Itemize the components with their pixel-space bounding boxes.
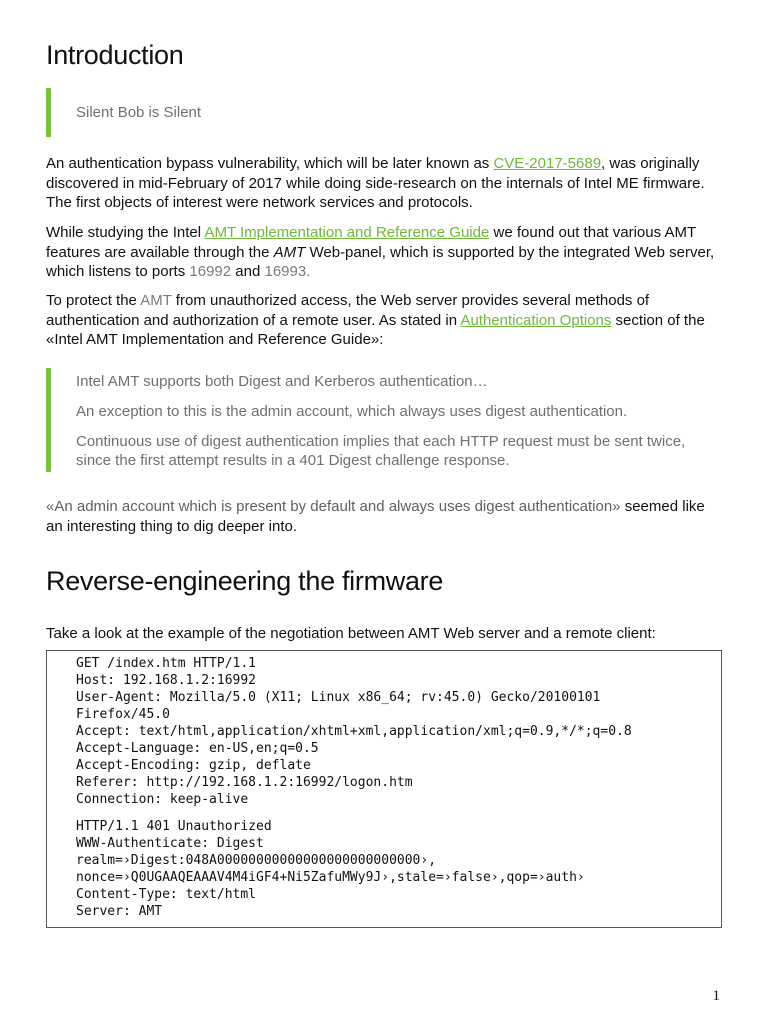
section-heading-introduction: Introduction	[46, 40, 184, 70]
section-heading-reverse-engineering: Reverse-engineering the firmware	[46, 566, 444, 596]
text-run: section of the «Intel AMT Implementation and Reference Guide»:	[46, 311, 705, 348]
http-code-block	[46, 650, 722, 928]
text-run: While studying the Intel	[46, 224, 205, 241]
quote-line: Intel AMT supports both Digest and Kerberos authentication…	[76, 373, 488, 390]
http-request: GET /index.htm HTTP/1.1 Host: 192.168.1.2:16992 User-Agent: Mozilla/5.0 (X11; Linux x86_64; rv:45.0) Gecko/20100101 Firefox/45.0 Accept: text/html,application/xhtml+xml,application/xml;q=0.9,*/*;q=0.8 Accept-Language: en-US,en;q=0.5 Accept-Encoding: gzip, deflate Referer: http://192.168.1.2:16992/logon.htm Connection: keep-alive	[76, 656, 632, 807]
http-response: HTTP/1.1 401 Unauthorized WWW-Authenticate: Digest realm=›Digest:048A00000000000000000000000000›, nonce=›Q0UGAAQEAAAV4M4iGF4+Ni5ZafuMWy9J›,stale=›false›,qop=›auth› Content-Type: text/html Server: AMT	[76, 819, 585, 919]
amt-emphasis: AMT	[273, 243, 306, 261]
guide-quote	[46, 368, 722, 472]
paragraph-vulnerability-intro	[46, 154, 722, 213]
page-number: 1	[712, 988, 720, 1004]
epigraph-text: Silent Bob is Silent	[76, 104, 202, 121]
text-run: , was originally discovered in mid-February of 2017 while doing side-research on the internals of Intel ME firmware. The first objects of interest were network services and protocols.	[46, 155, 705, 211]
quoted-phrase: «An admin account which is present by default and always uses digest authentication»	[46, 498, 621, 515]
text-run: An authentication bypass vulnerability, which will be later known as	[46, 155, 494, 172]
text-run: and	[231, 263, 265, 280]
port-16992: 16992	[189, 263, 232, 280]
text-run: we found out that various AMT features are available through the	[46, 224, 696, 261]
text-run: Web-panel, which is supported by the integrated Web server, which listens to ports	[46, 243, 715, 280]
quote-line: Continuous use of digest authentication implies that each HTTP request must be sent twice, since the first attempt results in a 401 Digest challenge response.	[76, 433, 686, 469]
amt-term: AMT	[140, 292, 172, 309]
text-run: To protect the	[46, 292, 141, 309]
cve-link[interactable]: CVE-2017-5689	[493, 155, 602, 172]
port-16993: 16993.	[264, 263, 311, 280]
paragraph-admin-account	[46, 497, 722, 536]
text-run: from unauthorized access, the Web server provides several methods of authentication and authorization of a remote user. As stated in	[46, 292, 650, 329]
amt-guide-link[interactable]: AMT Implementation and Reference Guide	[204, 224, 490, 241]
epigraph-quote	[46, 88, 722, 137]
text-run: seemed like an interesting thing to dig deeper into.	[46, 498, 705, 535]
paragraph-amt-guide	[46, 223, 722, 282]
paragraph-negotiation-intro: Take a look at the example of the negotiation between AMT Web server and a remote client:	[46, 625, 656, 642]
quote-line: An exception to this is the admin account, which always uses digest authentication.	[76, 403, 628, 420]
auth-options-link[interactable]: Authentication Options	[460, 311, 612, 329]
paragraph-authentication	[46, 291, 722, 350]
